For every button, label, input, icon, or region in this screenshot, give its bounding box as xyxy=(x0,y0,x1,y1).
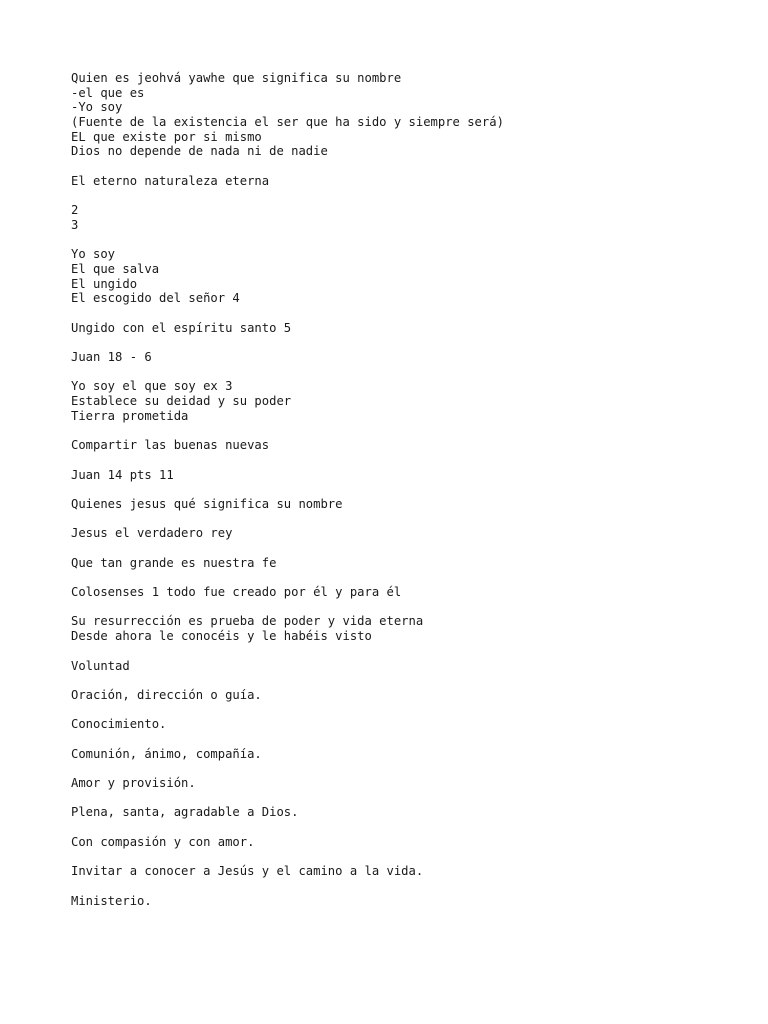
paragraph-gap xyxy=(71,482,711,497)
text-line: Yo soy el que soy ex 3 xyxy=(71,379,233,394)
text-line: Ministerio. xyxy=(71,893,152,908)
text-line: Amor y provisión. xyxy=(71,776,196,790)
text-line: El que salva xyxy=(71,261,160,276)
text-line: Comunión, ánimo, compañía. xyxy=(71,746,262,761)
paragraph-gap xyxy=(71,424,711,439)
text-block xyxy=(71,805,711,820)
text-block xyxy=(71,468,711,483)
text-block xyxy=(71,203,711,232)
text-line: Juan 14 pts 11 xyxy=(71,467,174,482)
text-line: Plena, santa, agradable a Dios. xyxy=(71,805,299,820)
text-line: Voluntad xyxy=(71,658,130,673)
text-line: Desde ahora le conocéis y le habéis visto xyxy=(71,629,372,644)
text-block xyxy=(71,894,711,909)
text-block xyxy=(71,247,711,306)
text-line: Yo soy xyxy=(71,247,116,262)
text-block xyxy=(71,321,711,336)
text-block xyxy=(71,526,711,541)
paragraph-gap xyxy=(71,365,711,380)
paragraph-gap xyxy=(71,159,711,174)
text-line: Que tan grande es nuestra fe xyxy=(71,555,277,570)
text-line: Quien es jeohvá yawhe que significa su nombre xyxy=(71,71,402,85)
text-line: Ungido con el espíritu santo 5 xyxy=(71,320,292,335)
text-line: Establece su deidad y su poder xyxy=(71,394,292,409)
text-line: 3 xyxy=(71,217,79,232)
text-line: Su resurrección es prueba de poder y vida eterna xyxy=(71,614,424,629)
paragraph-gap xyxy=(71,335,711,350)
text-block xyxy=(71,864,711,879)
text-line: Juan 18 - 6 xyxy=(71,350,152,365)
text-line: Conocimiento. xyxy=(71,717,167,732)
text-block xyxy=(71,585,711,600)
text-line: Tierra prometida xyxy=(71,408,189,423)
paragraph-gap xyxy=(71,512,711,527)
paragraph-gap xyxy=(71,600,711,615)
paragraph-gap xyxy=(71,673,711,688)
paragraph-gap xyxy=(71,820,711,835)
paragraph-gap xyxy=(71,791,711,806)
text-line: El escogido del señor 4 xyxy=(71,291,240,306)
text-block xyxy=(71,835,711,850)
text-block xyxy=(71,556,711,571)
text-line: Jesus el verdadero rey xyxy=(71,526,233,541)
paragraph-gap xyxy=(71,644,711,659)
text-line: -Yo soy xyxy=(71,100,123,115)
text-block xyxy=(71,776,711,791)
text-block xyxy=(71,614,711,643)
text-block xyxy=(71,174,711,189)
paragraph-gap xyxy=(71,732,711,747)
text-block xyxy=(71,497,711,512)
paragraph-gap xyxy=(71,703,711,718)
paragraph-gap xyxy=(71,849,711,864)
text-line: EL que existe por si mismo xyxy=(71,129,262,144)
paragraph-gap xyxy=(71,453,711,468)
text-block xyxy=(71,747,711,762)
text-line: Invitar a conocer a Jesús y el camino a la vida. xyxy=(71,864,424,879)
paragraph-gap xyxy=(71,761,711,776)
text-block xyxy=(71,438,711,453)
paragraph-gap xyxy=(71,879,711,894)
paragraph-gap xyxy=(71,541,711,556)
text-line: Compartir las buenas nuevas xyxy=(71,438,270,453)
text-line: -el que es xyxy=(71,85,145,100)
text-line: Quienes jesus qué significa su nombre xyxy=(71,496,343,511)
text-block xyxy=(71,379,711,423)
text-line: El ungido xyxy=(71,276,138,291)
document-page xyxy=(71,71,711,908)
text-line: Oración, dirección o guía. xyxy=(71,687,262,702)
text-line: Colosenses 1 todo fue creado por él y para él xyxy=(71,585,402,600)
text-line: El eterno naturaleza eterna xyxy=(71,173,270,188)
text-block xyxy=(71,717,711,732)
paragraph-gap xyxy=(71,189,711,204)
text-block xyxy=(71,350,711,365)
paragraph-gap xyxy=(71,570,711,585)
text-line: 2 xyxy=(71,203,79,218)
text-block xyxy=(71,688,711,703)
text-line: Con compasión y con amor. xyxy=(71,834,255,849)
paragraph-gap xyxy=(71,233,711,248)
text-line: Dios no depende de nada ni de nadie xyxy=(71,144,328,159)
text-block xyxy=(71,659,711,674)
paragraph-gap xyxy=(71,306,711,321)
text-block xyxy=(71,71,711,159)
text-line: (Fuente de la existencia el ser que ha sido y siempre será) xyxy=(71,115,504,130)
